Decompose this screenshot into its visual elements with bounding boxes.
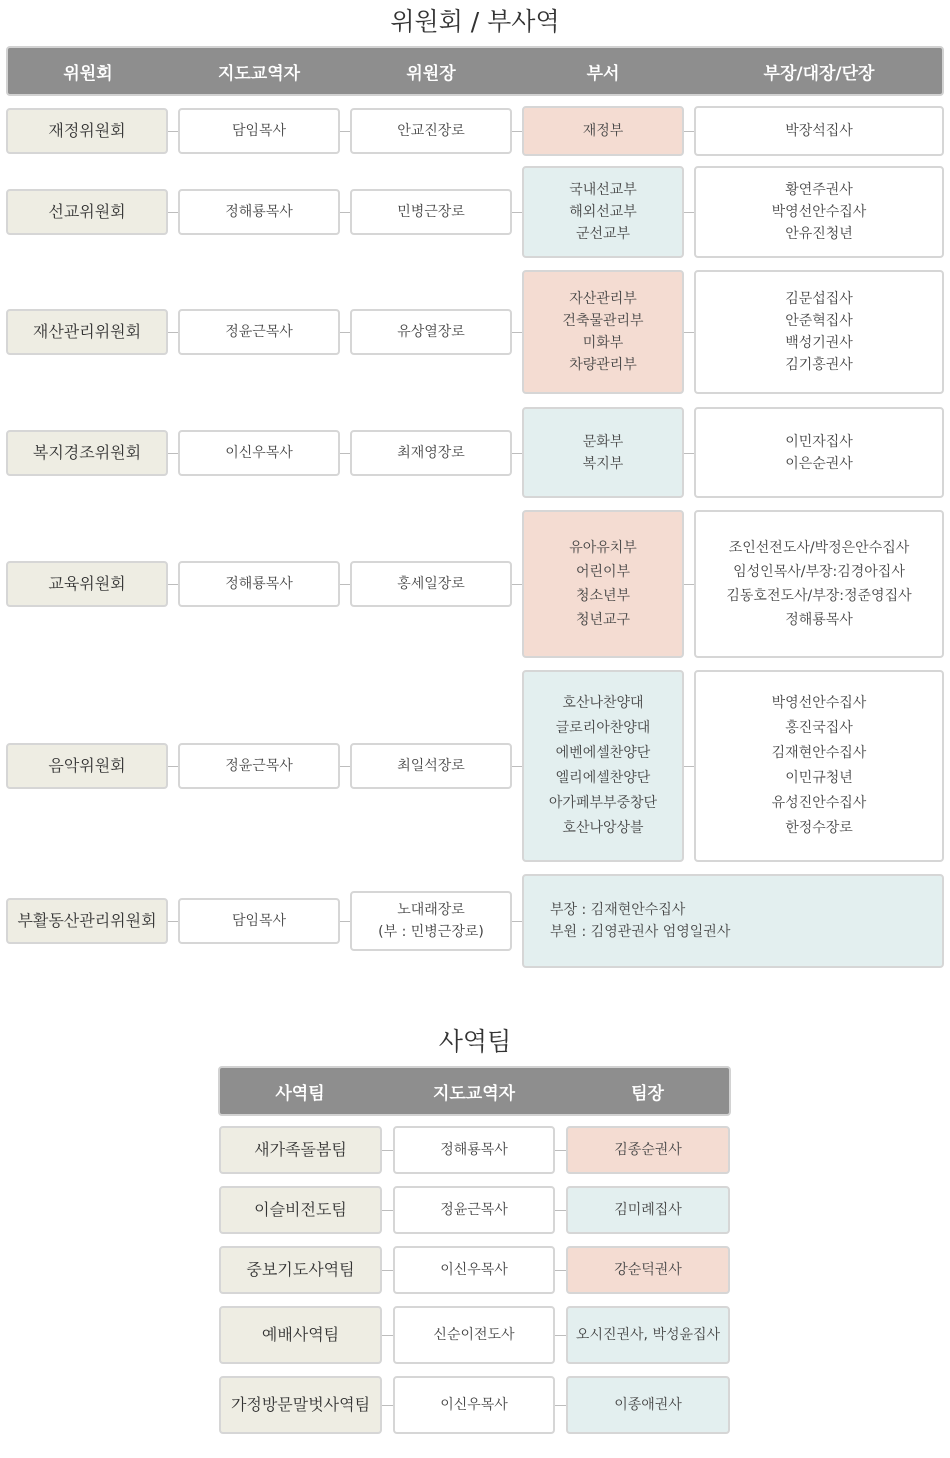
team-name-line: 새가족돌봄팀	[254, 1140, 347, 1159]
committee-name	[6, 430, 168, 476]
department-cell	[522, 106, 684, 156]
team-name	[219, 1126, 382, 1174]
committee-name-line: 교육위원회	[48, 574, 126, 593]
department-cell-line: 청년교구	[575, 612, 631, 628]
connector-line	[168, 131, 178, 132]
heads-cell-line: 김재현안수집사	[771, 745, 867, 761]
heads-cell-line: 조인선전도사/박정은안수집사	[728, 540, 910, 556]
committee-name-line: 재정위원회	[48, 121, 126, 140]
connector-line	[684, 332, 694, 333]
header-heads: 부장/대장/단장	[763, 63, 875, 84]
department-cell	[522, 670, 684, 862]
heads-cell-line: 한정수장로	[785, 820, 853, 836]
connector-line	[512, 131, 522, 132]
connector-line	[512, 921, 522, 922]
heads-cell-line: 백성기권사	[785, 335, 853, 351]
heads-cell-line: 임성인목사/부장:김경아집사	[733, 564, 905, 580]
team-leader-cell	[566, 1186, 730, 1234]
connector-line	[340, 332, 350, 333]
heads-cell-line: 김동호전도사/부장:정준영집사	[726, 588, 912, 604]
department-cell-line: 에벤에셀찬양단	[555, 745, 651, 761]
connector-line	[512, 766, 522, 767]
department-cell-line: 문화부	[582, 433, 624, 450]
pastor-cell-line: 정윤근목사	[225, 324, 293, 340]
connector-line	[382, 1270, 393, 1271]
merged-dept-cell	[522, 874, 944, 968]
chair-cell-line: 홍세일장로	[397, 576, 465, 592]
department-cell-line: 해외선교부	[569, 204, 637, 220]
chair-cell-line: (부 : 민병근장로)	[378, 924, 484, 940]
heads-cell	[694, 510, 944, 658]
team-pastor-cell-line: 정해룡목사	[440, 1142, 508, 1158]
department-cell-line: 재정부	[582, 123, 624, 139]
connector-line	[340, 766, 350, 767]
department-cell-line: 복지부	[582, 455, 624, 472]
pastor-cell-line: 이신우목사	[225, 444, 293, 461]
header-team-leader: 팀장	[631, 1083, 664, 1104]
committee-name-line: 재산관리위원회	[32, 322, 142, 341]
heads-cell	[694, 407, 944, 498]
heads-cell	[694, 670, 944, 862]
merged-dept-cell-line: 부원 : 김영관권사 엄영일권사	[550, 924, 731, 940]
connector-line	[382, 1405, 393, 1406]
department-cell-line: 차량관리부	[569, 357, 637, 373]
team-leader-cell-line: 김종순권사	[614, 1142, 682, 1158]
pastor-cell	[178, 108, 340, 154]
chair-cell	[350, 309, 512, 355]
team-name-line: 예배사역팀	[261, 1325, 340, 1344]
heads-cell-line: 이민자집사	[785, 433, 853, 450]
merged-dept-cell-line: 부장 : 김재현안수집사	[550, 902, 686, 918]
connector-line	[555, 1210, 566, 1211]
heads-cell-line: 홍진국집사	[785, 720, 853, 736]
heads-cell-line: 안준혁집사	[785, 313, 853, 329]
connector-line	[340, 212, 350, 213]
team-pastor-cell-line: 정윤근목사	[440, 1202, 508, 1218]
team-name-line: 중보기도사역팀	[246, 1260, 355, 1279]
pastor-cell	[178, 430, 340, 476]
connector-line	[168, 584, 178, 585]
header-committee: 위원회	[63, 63, 113, 84]
department-cell-line: 엘리에셀찬양단	[555, 770, 651, 786]
heads-cell	[694, 106, 944, 156]
connector-line	[512, 212, 522, 213]
connector-line	[555, 1150, 566, 1151]
connector-line	[340, 453, 350, 454]
pastor-cell	[178, 189, 340, 235]
connector-line	[168, 332, 178, 333]
header-pastor: 지도교역자	[217, 63, 301, 84]
committee-name	[6, 189, 168, 235]
pastor-cell	[178, 898, 340, 944]
department-cell	[522, 270, 684, 394]
department-cell-line: 국내선교부	[569, 182, 637, 198]
chair-cell	[350, 430, 512, 476]
heads-cell	[694, 270, 944, 394]
heads-cell-line: 유성진안수집사	[771, 795, 867, 811]
department-cell-line: 아가페부부중창단	[548, 795, 658, 811]
teams-title: 사역팀	[438, 1027, 512, 1056]
pastor-cell-line: 정윤근목사	[225, 758, 293, 774]
committee-name	[6, 743, 168, 789]
pastor-cell-line: 담임목사	[231, 123, 287, 139]
team-name	[219, 1376, 382, 1434]
header-team: 사역팀	[275, 1083, 325, 1104]
department-cell-line: 미화부	[582, 335, 624, 351]
heads-cell-line: 박장석집사	[785, 123, 853, 139]
connector-line	[168, 921, 178, 922]
chair-cell	[350, 108, 512, 154]
connector-line	[512, 453, 522, 454]
team-pastor-cell	[393, 1246, 555, 1294]
header-chair: 위원장	[406, 63, 456, 84]
department-cell-line: 어린이부	[575, 564, 631, 580]
chair-cell-line: 유상열장로	[397, 324, 465, 340]
header-department: 부서	[586, 63, 620, 84]
team-pastor-cell-line: 이신우목사	[440, 1397, 508, 1413]
team-leader-cell-line: 이종애권사	[614, 1397, 682, 1413]
connector-line	[168, 453, 178, 454]
team-leader-cell-line: 오시진권사, 박성윤집사	[575, 1327, 721, 1343]
pastor-cell-line: 정해룡목사	[225, 576, 293, 592]
connector-line	[382, 1210, 393, 1211]
team-name	[219, 1306, 382, 1364]
connector-line	[684, 766, 694, 767]
team-name	[219, 1246, 382, 1294]
heads-cell-line: 이은순권사	[785, 455, 853, 472]
team-leader-cell	[566, 1246, 730, 1294]
connector-line	[512, 584, 522, 585]
connector-line	[512, 332, 522, 333]
chair-cell-line: 최재영장로	[397, 444, 465, 461]
department-cell-line: 호산나앙상블	[562, 820, 644, 836]
team-leader-cell	[566, 1376, 730, 1434]
team-leader-cell	[566, 1306, 730, 1364]
heads-cell-line: 박영선안수집사	[771, 695, 867, 711]
connector-line	[168, 212, 178, 213]
chair-cell	[350, 561, 512, 607]
team-pastor-cell	[393, 1186, 555, 1234]
department-cell-line: 청소년부	[575, 588, 631, 604]
team-name-line: 가정방문말벗사역팀	[230, 1395, 371, 1414]
connector-line	[684, 212, 694, 213]
committees-header	[6, 46, 944, 96]
connector-line	[684, 131, 694, 132]
connector-line	[555, 1335, 566, 1336]
pastor-cell	[178, 561, 340, 607]
committee-name-line: 선교위원회	[48, 202, 126, 221]
team-name-line: 이슬비전도팀	[254, 1200, 347, 1219]
connector-line	[340, 584, 350, 585]
connector-line	[168, 766, 178, 767]
heads-cell-line: 이민규청년	[785, 770, 853, 786]
department-cell-line: 유아유치부	[569, 540, 637, 556]
team-leader-cell	[566, 1126, 730, 1174]
pastor-cell-line: 정해룡목사	[225, 204, 293, 220]
heads-cell-line: 황연주권사	[785, 182, 853, 198]
department-cell-line: 호산나찬양대	[562, 695, 644, 711]
department-cell-line: 자산관리부	[569, 291, 637, 307]
connector-line	[555, 1270, 566, 1271]
committee-name-line: 부활동산관리위원회	[17, 911, 157, 930]
committee-name-line: 복지경조위원회	[32, 442, 142, 462]
heads-cell-line: 김문섭집사	[785, 291, 853, 307]
committee-name-line: 음악위원회	[48, 756, 126, 775]
pastor-cell	[178, 309, 340, 355]
team-pastor-cell	[393, 1126, 555, 1174]
heads-cell	[694, 166, 944, 258]
connector-line	[684, 584, 694, 585]
pastor-cell	[178, 743, 340, 789]
team-pastor-cell	[393, 1376, 555, 1434]
team-pastor-cell-line: 이신우목사	[440, 1262, 508, 1278]
chair-cell-line: 안교진장로	[397, 123, 465, 139]
committee-name	[6, 309, 168, 355]
team-leader-cell-line: 김미례집사	[614, 1202, 682, 1218]
committee-name	[6, 561, 168, 607]
connector-line	[684, 453, 694, 454]
department-cell-line: 건축물관리부	[562, 313, 644, 329]
team-name	[219, 1186, 382, 1234]
connector-line	[340, 921, 350, 922]
heads-cell-line: 김기홍권사	[785, 357, 853, 373]
team-pastor-cell-line: 신순이전도사	[433, 1327, 515, 1343]
chair-cell-line: 노대래장로	[397, 902, 465, 918]
chair-cell-line: 민병근장로	[397, 204, 465, 220]
committees-title: 위원회 / 부사역	[390, 7, 560, 36]
heads-cell-line: 정해룡목사	[785, 612, 853, 628]
team-leader-cell-line: 강순덕권사	[614, 1262, 682, 1278]
committee-name	[6, 108, 168, 154]
header-team-pastor: 지도교역자	[432, 1083, 516, 1104]
department-cell-line: 글로리아찬양대	[555, 720, 651, 736]
pastor-cell-line: 담임목사	[231, 913, 287, 929]
connector-line	[340, 131, 350, 132]
chair-cell	[350, 743, 512, 789]
chair-cell-line: 최일석장로	[397, 758, 465, 774]
team-pastor-cell	[393, 1306, 555, 1364]
heads-cell-line: 박영선안수집사	[771, 204, 867, 220]
connector-line	[382, 1150, 393, 1151]
teams-header	[218, 1066, 731, 1116]
chair-cell	[350, 189, 512, 235]
committee-name	[6, 898, 168, 944]
connector-line	[555, 1405, 566, 1406]
chair-cell	[350, 891, 512, 951]
department-cell	[522, 166, 684, 258]
department-cell	[522, 510, 684, 658]
connector-line	[382, 1335, 393, 1336]
department-cell	[522, 407, 684, 498]
heads-cell-line: 안유진청년	[785, 226, 853, 242]
department-cell-line: 군선교부	[575, 226, 631, 242]
